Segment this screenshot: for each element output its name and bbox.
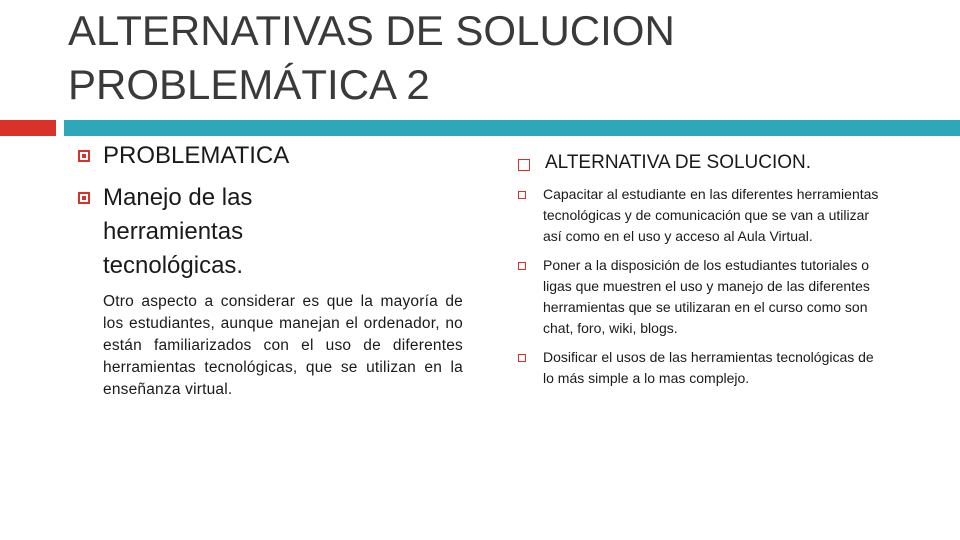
left-heading-text: PROBLEMATICA: [103, 142, 290, 169]
hollow-square-bullet-icon: [518, 354, 526, 362]
left-paragraph: Otro aspecto a considerar es que la mayoría de los estudiantes, aunque manejan el ordenador, no están familiarizados con el uso de diferentes herramientas tecnológicas, que se utilizan en la enseñanza virtual.: [103, 293, 463, 398]
right-item-text: Dosificar el usos de las herramientas tecnológicas de lo más simple a lo mas complejo.: [543, 349, 874, 386]
left-column: [78, 140, 468, 401]
right-item-text: Capacitar al estudiante en las diferentes herramientas tecnológicas y de comunicación que se van a utilizar así como en el uso y acceso al Aula Virtual.: [543, 186, 879, 244]
slide-title: [68, 4, 938, 112]
right-heading-text: ALTERNATIVA DE SOLUCION.: [545, 152, 812, 173]
slide-title-line-2: PROBLEMÁTICA 2: [68, 61, 430, 108]
accent-bar-teal: [64, 120, 960, 136]
right-item-text: Poner a la disposición de los estudiantes tutoriales o ligas que muestren el uso y manejo de las diferentes herramientas que se utilizaran en el curso como son chat, foro, wiki, blogs.: [543, 257, 870, 336]
right-list-item: [518, 255, 918, 339]
right-bullet-heading: [518, 150, 918, 176]
slide-title-line-1: ALTERNATIVAS DE SOLUCION: [68, 7, 675, 54]
hollow-square-bullet-icon: [518, 159, 530, 171]
right-list-item: [518, 184, 918, 247]
left-topic-text: Manejo de las herramientas tecnológicas.: [103, 184, 253, 279]
right-column: [518, 150, 918, 389]
left-bullet-topic: [78, 181, 468, 283]
hollow-square-bullet-icon: [518, 262, 526, 270]
hollow-square-bullet-icon: [518, 191, 526, 199]
left-bullet-heading: [78, 140, 468, 172]
square-bullet-icon: [78, 192, 90, 204]
square-bullet-icon: [78, 150, 90, 162]
right-list-item: [518, 347, 918, 389]
accent-bar-red: [0, 120, 56, 136]
